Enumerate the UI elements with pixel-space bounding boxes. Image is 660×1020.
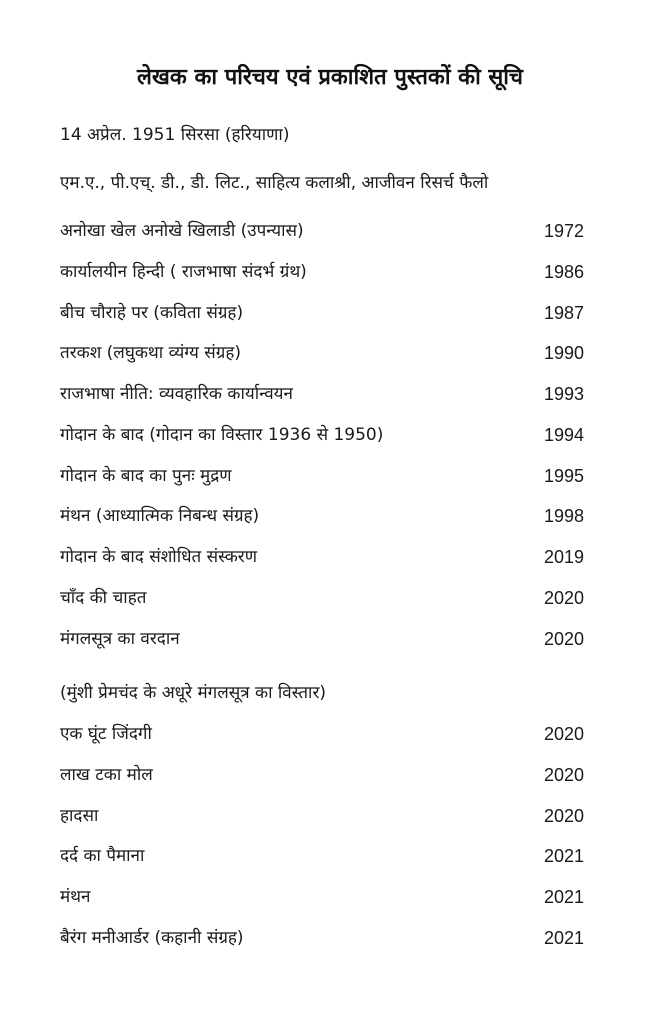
book-row [60,545,584,569]
book-row [60,885,584,909]
book-year: 2019 [543,547,584,567]
book-row [60,763,584,787]
book-row [60,804,584,828]
book-title: एक घूंट जिंदगी [60,724,152,744]
book-title: चाँद की चाहत [60,588,147,608]
book-row [60,627,584,651]
author-birth-info: 14 अप्रेल. 1951 सिरसा (हरियाणा) [60,125,290,145]
book-row [60,423,584,447]
book-year: 2021 [543,887,584,907]
book-year: 1994 [543,425,584,445]
book-title: गोदान के बाद (गोदान का विस्तार 1936 से 1950) [60,425,384,445]
book-year: 2020 [543,629,584,649]
book-row [60,926,584,950]
book-title: कार्यालयीन हिन्दी ( राजभाषा संदर्भ ग्रंथ) [60,262,307,282]
book-title: अनोखा खेल अनोखे खिलाडी (उपन्यास) [60,221,304,241]
book-year: 1987 [543,303,584,323]
book-row [60,382,584,406]
book-row [60,341,584,365]
book-year: 1972 [543,221,584,241]
book-year: 2021 [543,928,584,948]
book-title: गोदान के बाद संशोधित संस्करण [60,547,258,567]
book-row [60,219,584,243]
book-year: 2020 [543,765,584,785]
author-qualifications: एम.ए., पी.एच्. डी., डी. लिट., साहित्य कलाश्री, आजीवन रिसर्च फैलो [60,173,489,193]
book-title: मंगलसूत्र का वरदान [60,629,180,649]
book-title: लाख टका मोल [60,765,153,785]
book-title: राजभाषा नीति: व्यवहारिक कार्यान्वयन [60,384,293,404]
book-title: बीच चौराहे पर (कविता संग्रह) [60,303,244,323]
book-year: 2020 [543,724,584,744]
book-title: गोदान के बाद का पुनः मुद्रण [60,466,232,486]
book-year: 1998 [543,506,584,526]
book-row [60,504,584,528]
book-title: दर्द का पैमाना [60,846,145,866]
book-year: 1993 [543,384,584,404]
book-note: (मुंशी प्रेमचंद के अधूरे मंगलसूत्र का विस्तार) [60,683,327,703]
book-title: हादसा [60,806,99,826]
book-year: 2021 [543,846,584,866]
book-year: 1986 [543,262,584,282]
page-title: लेखक का परिचय एवं प्रकाशित पुस्तकों की सूचि [137,65,523,90]
book-title: मंथन (आध्यात्मिक निबन्ध संग्रह) [60,506,260,526]
book-row [60,722,584,746]
book-title: मंथन [60,887,91,907]
book-row [60,464,584,488]
book-year: 1995 [543,466,584,486]
book-year: 2020 [543,588,584,608]
book-row [60,586,584,610]
book-year: 2020 [543,806,584,826]
book-year: 1990 [543,343,584,363]
book-row [60,260,584,284]
book-row [60,301,584,325]
book-title: बैरंग मनीआर्डर (कहानी संग्रह) [60,928,244,948]
book-row [60,844,584,868]
book-title: तरकश (लघुकथा व्यंग्य संग्रह) [60,343,242,363]
